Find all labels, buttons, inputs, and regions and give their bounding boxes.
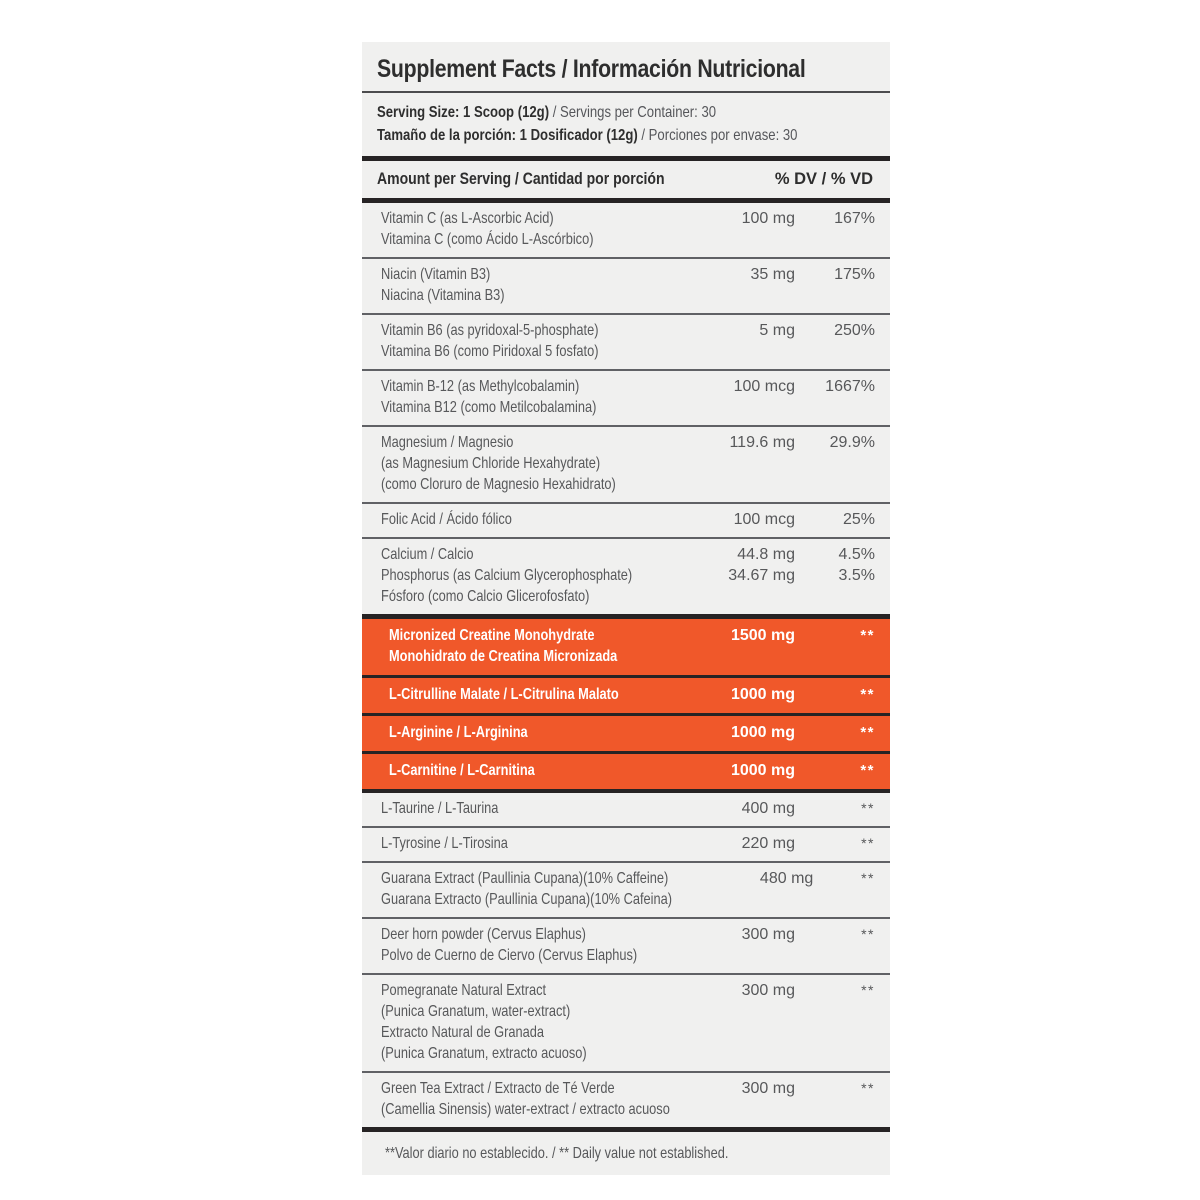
table-row [362,203,890,257]
table-row [362,1071,890,1127]
amount-value: 480 mg [759,870,814,887]
ingredient-name: Calcium / Calcio [381,546,474,563]
dv-value: 167% [834,210,875,227]
table-row [362,861,890,917]
table-row [362,369,890,425]
table-line [381,376,875,397]
serving-line-en [377,101,873,124]
dv-value [795,285,875,306]
amount-value: 220 mg [741,835,795,852]
dv-value: ** [861,835,875,851]
ingredient-name: Niacin (Vitamin B3) [381,266,491,283]
table-line [381,509,875,530]
amount-value [700,1043,795,1064]
ingredient-name: Micronized Creatine Monohydrate [389,627,595,644]
dv-value [795,341,875,362]
dv-value: ** [860,762,875,779]
table-line [381,586,875,607]
table-line [381,889,875,910]
dv-value: 25% [842,511,875,528]
table-row [362,973,890,1071]
amount-value [745,889,816,910]
table-row [362,313,890,369]
amount-value: 300 mg [741,926,795,943]
amount-value [700,453,795,474]
ingredient-name: L-Tyrosine / L-Tirosina [381,835,508,852]
table-line [381,565,875,586]
dv-value [795,646,875,667]
dv-value: ** [860,686,875,703]
dv-value: ** [861,800,875,816]
table-line [381,945,875,966]
supplement-facts-label [362,42,890,1175]
column-header-row [362,161,890,198]
table-line [381,1099,875,1120]
amount-value [700,229,795,250]
serving-size-es: Tamaño de la porción: 1 Dosificador (12g) [377,127,638,144]
table-row [362,257,890,313]
ingredient-name: Guarana Extract (Paullinia Cupana)(10% Caffeine) [381,870,669,887]
serving-info [362,93,890,156]
ingredient-name: L-Taurine / L-Taurina [381,800,499,817]
dv-value: 29.9% [829,434,875,451]
amount-value [700,285,795,306]
table-line [389,760,875,781]
table-row [362,793,890,826]
dv-value: ** [861,870,875,886]
ingredient-name: Fósforo (como Calcio Glicerofosfato) [381,588,590,605]
table-line [381,432,875,453]
ingredient-name: L-Arginine / L-Arginina [389,724,528,741]
ingredient-name: L-Citrulline Malate / L-Citrulina Malato [389,686,619,703]
servings-per-container-es: / Porciones por envase: 30 [637,127,798,144]
label-title-text: Supplement Facts / Información Nutricional [377,55,806,83]
table-row-highlight [362,754,890,789]
dv-value [795,586,875,607]
serving-line-es [377,124,873,147]
table-row [362,537,890,614]
dv-value [795,474,875,495]
column-header-amount: Amount per Serving / Cantidad por porción [377,170,665,188]
table-line [381,544,875,565]
table-line [381,980,875,1001]
table-line [381,397,875,418]
dv-value: ** [861,982,875,998]
table-row [362,917,890,973]
dv-value [795,1001,875,1022]
dv-value: ** [860,627,875,644]
ingredient-table [362,203,890,1127]
amount-value: 119.6 mg [729,434,795,451]
amount-value: 44.8 mg [737,546,795,563]
dv-value: ** [860,724,875,741]
dv-value [795,229,875,250]
ingredient-name: Magnesium / Magnesio [381,434,514,451]
table-line [389,722,875,743]
amount-value: 100 mcg [733,511,795,528]
dv-value [795,1043,875,1064]
dv-value: 175% [834,266,875,283]
ingredient-name: Vitamin B6 (as pyridoxal-5-phosphate) [381,322,599,339]
servings-per-container-en: / Servings per Container: 30 [549,104,717,121]
amount-value: 300 mg [741,982,795,999]
amount-value [700,1001,795,1022]
dv-value [814,1099,875,1120]
table-row [362,826,890,861]
table-line [381,1001,875,1022]
table-line [381,320,875,341]
ingredient-name: Vitamina B6 (como Piridoxal 5 fosfato) [381,343,599,360]
table-line [389,625,875,646]
amount-value: 300 mg [741,1080,795,1097]
amount-value [700,646,795,667]
amount-value: 100 mg [741,210,795,227]
ingredient-name: Vitamin B-12 (as Methylcobalamin) [381,378,580,395]
amount-value [701,945,795,966]
table-line [381,208,875,229]
amount-value: 5 mg [759,322,795,339]
table-line [381,341,875,362]
amount-value [700,1022,795,1043]
amount-value: 1000 mg [730,686,795,703]
amount-value [700,474,795,495]
amount-value: 35 mg [750,266,795,283]
table-line [381,833,875,854]
dv-value: 4.5% [838,546,875,563]
ingredient-name: Vitamina B12 (como Metilcobalamina) [381,399,597,416]
amount-value [700,397,795,418]
table-line [381,1078,875,1099]
ingredient-name: Polvo de Cuerno de Ciervo (Cervus Elaphus) [381,947,638,964]
dv-value [795,397,875,418]
ingredient-name: Green Tea Extract / Extracto de Té Verde [381,1080,615,1097]
amount-value: 400 mg [741,800,795,817]
table-line [381,1022,875,1043]
ingredient-name: Niacina (Vitamina B3) [381,287,505,304]
ingredient-name: Vitamin C (as L-Ascorbic Acid) [381,210,554,227]
ingredient-name: Deer horn powder (Cervus Elaphus) [381,926,586,943]
ingredient-name: Pomegranate Natural Extract [381,982,547,999]
table-line [381,474,875,495]
table-line [381,453,875,474]
dv-value [795,1022,875,1043]
dv-value: ** [861,926,875,942]
table-line [381,868,875,889]
amount-value: 100 mcg [733,378,795,395]
amount-value [700,586,795,607]
ingredient-name: Guarana Extracto (Paullinia Cupana)(10% Cafeina) [381,891,672,908]
dv-value: 3.5% [838,567,875,584]
dv-value [795,453,875,474]
amount-value: 1000 mg [730,724,795,741]
table-row-highlight [362,716,890,751]
table-line [381,924,875,945]
ingredient-name: Vitamina C (como Ácido L-Ascórbico) [381,231,594,248]
dv-value: 1667% [825,378,875,395]
ingredient-name: L-Carnitine / L-Carnitina [389,762,535,779]
dv-value: ** [861,1080,875,1096]
table-line [381,264,875,285]
dv-value: 250% [834,322,875,339]
ingredient-name: (Punica Granatum, water-extract) [381,1003,571,1020]
ingredient-name: Phosphorus (as Calcium Glycerophosphate) [381,567,633,584]
ingredient-name: Extracto Natural de Granada [381,1024,544,1041]
column-header-dv: % DV / % VD [774,170,873,188]
table-line [381,285,875,306]
footnote-text: **Valor diario no establecido. / ** Daily value not established. [385,1145,729,1162]
ingredient-name: (as Magnesium Chloride Hexahydrate) [381,455,601,472]
table-line [381,798,875,819]
table-row-highlight [362,678,890,713]
ingredient-name: (Camellia Sinensis) water-extract / extracto acuoso [381,1101,670,1118]
amount-value: 1500 mg [730,627,795,644]
ingredient-name: Folic Acid / Ácido fólico [381,511,512,528]
label-title [362,42,890,91]
amount-value [742,1099,814,1120]
table-line [381,1043,875,1064]
amount-value: 1000 mg [730,762,795,779]
serving-size-en: Serving Size: 1 Scoop (12g) [377,104,550,121]
amount-value [700,341,795,362]
table-line [389,646,875,667]
ingredient-name: Monohidrato de Creatina Micronizada [389,648,618,665]
amount-value: 34.67 mg [728,567,795,584]
table-row-highlight [362,619,890,675]
footnote [362,1132,890,1175]
table-row [362,425,890,502]
dv-value [796,945,875,966]
table-row [362,502,890,537]
ingredient-name: (Punica Granatum, extracto acuoso) [381,1045,587,1062]
table-line [389,684,875,705]
table-line [381,229,875,250]
dv-value [815,889,875,910]
ingredient-name: (como Cloruro de Magnesio Hexahidrato) [381,476,616,493]
